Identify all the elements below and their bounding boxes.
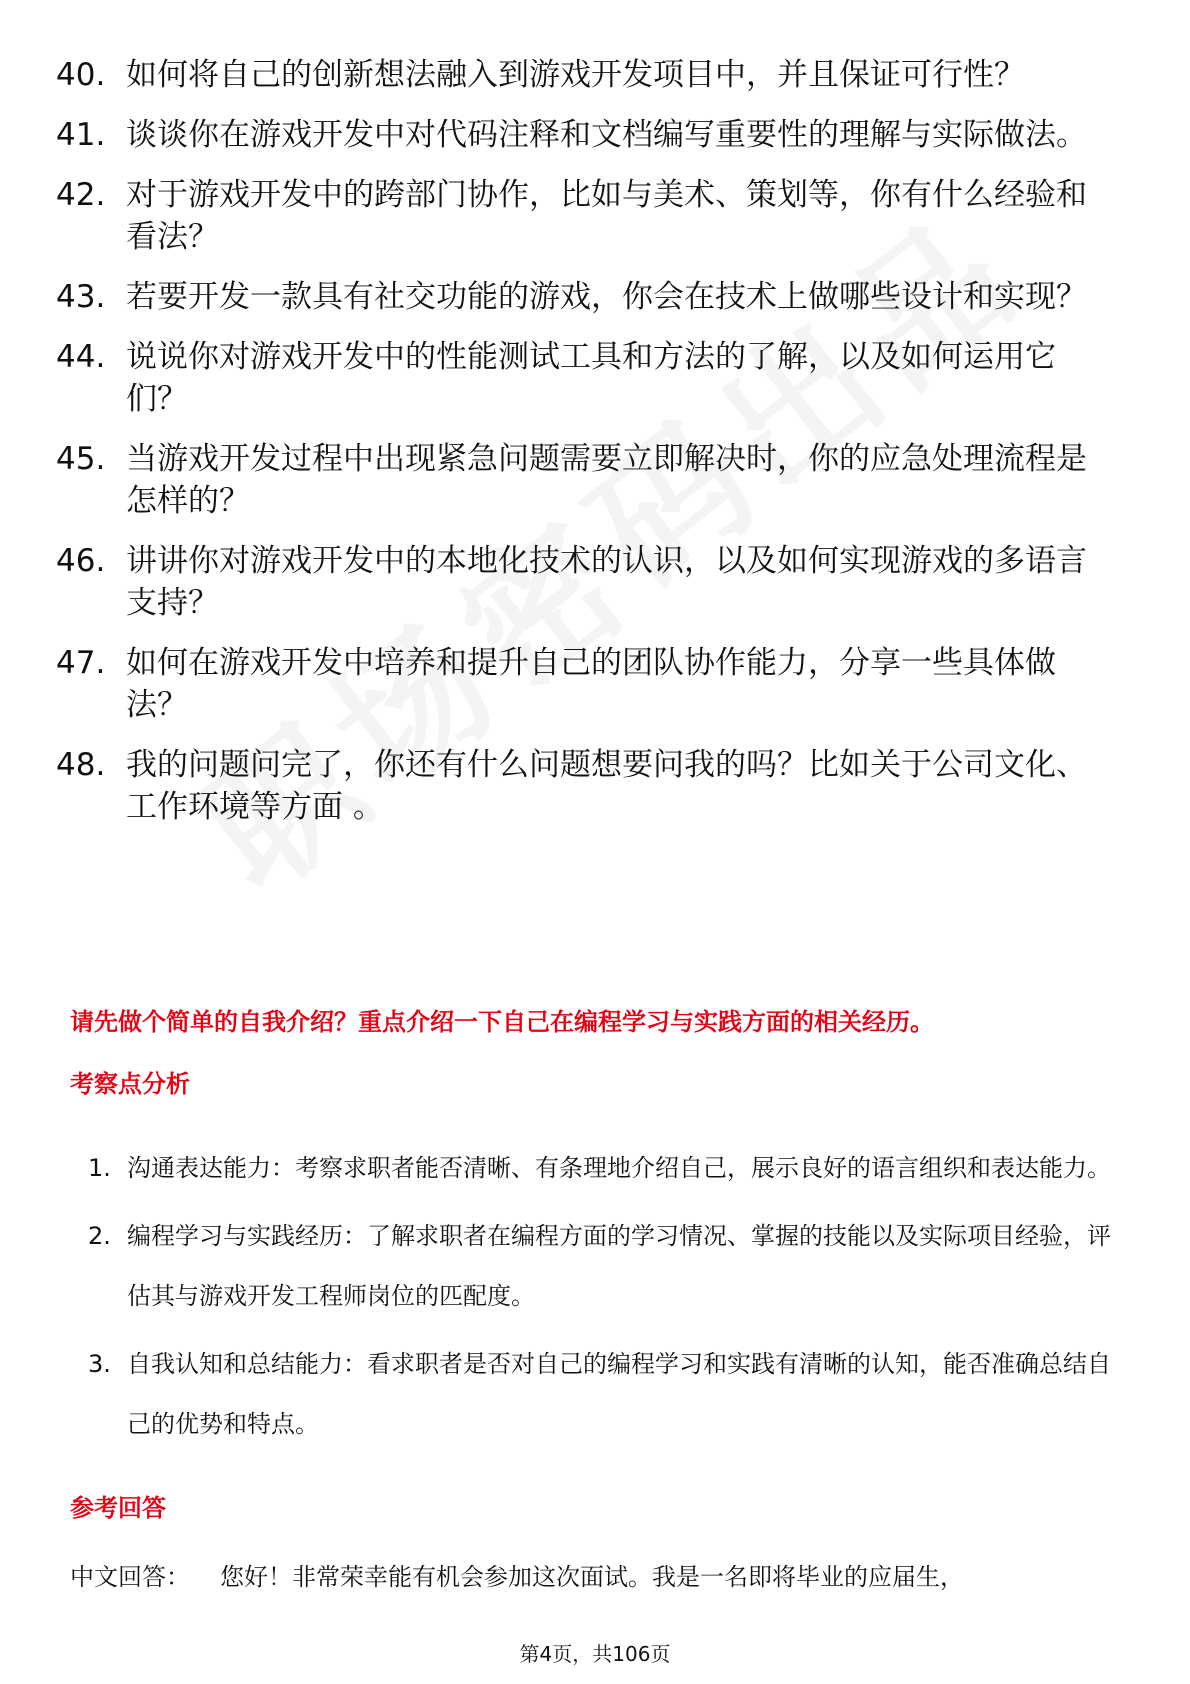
analysis-number: 2.	[88, 1222, 111, 1250]
question-item	[0, 174, 1190, 258]
question-text: 对于游戏开发中的跨部门协作，比如与美术、策划等，你有什么经验和看法？	[126, 177, 1087, 255]
analysis-text: 编程学习与实践经历：了解求职者在编程方面的学习情况、掌握的技能以及实际项目经验，评估其与游戏开发工程师岗位的匹配度。	[127, 1222, 1111, 1310]
question-item	[0, 540, 1190, 624]
question-number: 46.	[56, 543, 106, 579]
question-text: 我的问题问完了，你还有什么问题想要问我的吗？比如关于公司文化、工作环境等方面 。	[126, 747, 1087, 825]
answer-text: 您好！非常荣幸能有机会参加这次面试。我是一名即将毕业的应届生，	[220, 1563, 964, 1591]
analysis-number: 3.	[88, 1350, 111, 1378]
question-number: 45.	[56, 441, 106, 477]
answer-label: 中文回答：	[70, 1563, 190, 1591]
question-number: 40.	[56, 57, 106, 93]
question-number: 48.	[56, 747, 106, 783]
analysis-number: 1.	[88, 1154, 111, 1182]
question-text: 如何将自己的创新想法融入到游戏开发项目中，并且保证可行性？	[126, 57, 1025, 93]
analysis-item	[0, 1334, 1190, 1454]
question-number: 42.	[56, 177, 106, 213]
question-text: 讲讲你对游戏开发中的本地化技术的认识，以及如何实现游戏的多语言支持？	[126, 543, 1087, 621]
question-number: 44.	[56, 339, 106, 375]
question-number: 47.	[56, 645, 106, 681]
question-item	[0, 438, 1190, 522]
question-text: 当游戏开发过程中出现紧急问题需要立即解决时，你的应急处理流程是怎样的？	[126, 441, 1087, 519]
analysis-item	[0, 1138, 1190, 1198]
question-list	[0, 54, 1190, 846]
page-footer: 第4页，共106页	[519, 1642, 671, 1666]
question-text: 若要开发一款具有社交功能的游戏，你会在技术上做哪些设计和实现？	[126, 279, 1087, 315]
question-number: 41.	[56, 117, 106, 153]
analysis-item	[0, 1206, 1190, 1326]
question-item	[0, 744, 1190, 828]
question-text: 说说你对游戏开发中的性能测试工具和方法的了解，以及如何运用它们？	[126, 339, 1056, 417]
featured-question: 请先做个简单的自我介绍？重点介绍一下自己在编程学习与实践方面的相关经历。	[70, 1008, 934, 1036]
question-item	[0, 336, 1190, 420]
analysis-text: 沟通表达能力：考察求职者能否清晰、有条理地介绍自己，展示良好的语言组织和表达能力。	[127, 1154, 1111, 1182]
analysis-heading: 考察点分析	[70, 1070, 190, 1098]
question-number: 43.	[56, 279, 106, 315]
question-item	[0, 276, 1190, 318]
analysis-list	[0, 1138, 1190, 1462]
analysis-text: 自我认知和总结能力：看求职者是否对自己的编程学习和实践有清晰的认知，能否准确总结自己的优势和特点。	[127, 1350, 1111, 1438]
question-item	[0, 114, 1190, 156]
question-item	[0, 54, 1190, 96]
question-item	[0, 642, 1190, 726]
answer-paragraph	[70, 1560, 964, 1594]
question-text: 谈谈你在游戏开发中对代码注释和文档编写重要性的理解与实际做法。	[126, 117, 1087, 153]
question-text: 如何在游戏开发中培养和提升自己的团队协作能力，分享一些具体做法？	[126, 645, 1056, 723]
reference-heading: 参考回答	[70, 1494, 166, 1522]
